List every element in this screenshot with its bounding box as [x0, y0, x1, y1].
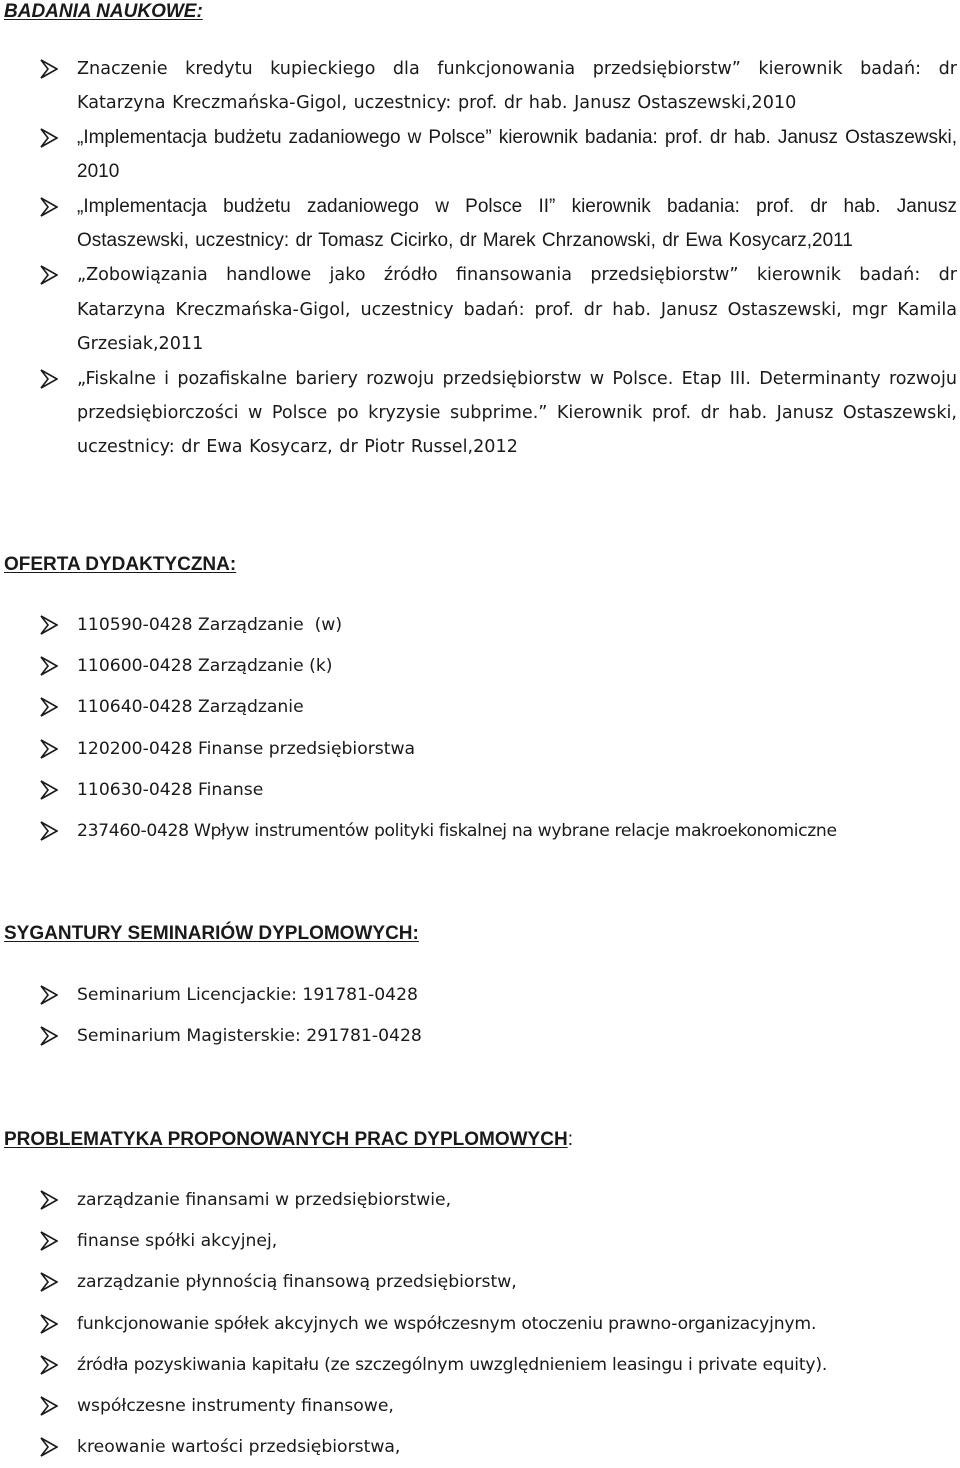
- course-item-text: 110630-0428 Finanse: [77, 779, 264, 800]
- offer-list: [0, 605, 837, 852]
- course-item-text: 110590-0428 Zarządzanie (w): [77, 615, 343, 635]
- topic-item: [0, 1386, 827, 1427]
- arrowhead-bullet-icon: [40, 197, 58, 217]
- arrowhead-bullet-icon: [40, 1396, 58, 1416]
- seminar-item: [0, 975, 422, 1016]
- arrowhead-bullet-icon: [40, 128, 58, 148]
- research-item: [0, 258, 957, 361]
- research-item-text: „Zobowiązania handlowe jako źródło finansowania przedsiębiorstw” kierownik badań: dr Katarzyna Kreczmańska-Gigol, uczestnicy badań: prof. dr hab. Janusz Ostaszewski, mgr Kamila Grzesiak,2011: [77, 265, 957, 355]
- arrowhead-bullet-icon: [40, 265, 58, 285]
- offer-heading: OFERTA DYDAKTYCZNA:: [4, 554, 237, 575]
- research-list: [0, 52, 960, 465]
- research-item: [0, 121, 957, 190]
- course-item-text: 110640-0428 Zarządzanie: [77, 697, 304, 718]
- topic-item-text: źródła pozyskiwania kapitału (ze szczególnym uwzględnieniem leasingu i private equity).: [77, 1354, 828, 1375]
- topic-item-text: zarządzanie płynnością finansową przedsiębiorstw,: [77, 1272, 517, 1293]
- topic-item: [0, 1262, 827, 1303]
- topic-item: [0, 1345, 827, 1386]
- research-item-text: „Fiskalne i pozafiskalne bariery rozwoju przedsiębiorstw w Polsce. Etap III. Determinanty rozwoju przedsiębiorczości w Polsce po kryzysie subprime.” Kierownik prof. dr hab. Janusz Ostaszewski, uczestnicy: dr Ewa Kosycarz, dr Piotr Russel,2012: [77, 368, 957, 458]
- arrowhead-bullet-icon: [40, 59, 58, 79]
- arrowhead-bullet-icon: [40, 1026, 58, 1046]
- topic-item: [0, 1304, 827, 1345]
- course-item: [0, 770, 837, 811]
- topic-item-text: finanse spółki akcyjnej,: [77, 1231, 278, 1252]
- arrowhead-bullet-icon: [40, 656, 58, 676]
- course-item-text: 120200-0428 Finanse przedsiębiorstwa: [77, 738, 416, 759]
- arrowhead-bullet-icon: [40, 1314, 58, 1334]
- course-item: [0, 687, 837, 728]
- arrowhead-bullet-icon: [40, 369, 58, 389]
- arrowhead-bullet-icon: [40, 985, 58, 1005]
- topic-item: [0, 1221, 827, 1262]
- seminar-item-text: Seminarium Magisterskie: 291781-0428: [77, 1026, 422, 1047]
- arrowhead-bullet-icon: [40, 1355, 58, 1375]
- course-item: [0, 811, 837, 852]
- course-item: [0, 605, 837, 646]
- topics-list: [0, 1180, 827, 1468]
- seminars-list: [0, 975, 422, 1057]
- topics-heading-text: PROBLEMATYKA PROPONOWANYCH PRAC DYPLOMOWYCH: [4, 1129, 568, 1150]
- seminar-item-text: Seminarium Licencjackie: 191781-0428: [77, 985, 418, 1005]
- topic-item: [0, 1180, 827, 1221]
- arrowhead-bullet-icon: [40, 780, 58, 800]
- research-heading: BADANIA NAUKOWE:: [4, 1, 203, 22]
- arrowhead-bullet-icon: [40, 821, 58, 841]
- course-item-text: 110600-0428 Zarządzanie (k): [77, 656, 333, 677]
- research-item-text: Znaczenie kredytu kupieckiego dla funkcjonowania przedsiębiorstw” kierownik badań: dr Katarzyna Kreczmańska-Gigol, uczestnicy: prof. dr hab. Janusz Ostaszewski,2010: [77, 59, 957, 114]
- seminars-heading: SYGANTURY SEMINARIÓW DYPLOMOWYCH:: [4, 923, 419, 944]
- topics-heading-colon: :: [567, 1129, 573, 1150]
- research-item-text: „Implementacja budżetu zadaniowego w Polsce” kierownik badania: prof. dr hab. Janusz Ostaszewski, 2010: [77, 126, 957, 183]
- research-item-text: „Implementacja budżetu zadaniowego w Polsce II” kierownik badania: prof. dr hab. Janusz Ostaszewski, uczestnicy: dr Tomasz Cicirko, dr Marek Chrzanowski, dr Ewa Kosycarz,2011: [77, 195, 957, 252]
- topic-item-text: współczesne instrumenty finansowe,: [77, 1396, 394, 1417]
- research-item: [0, 362, 957, 465]
- research-item: [0, 52, 957, 121]
- arrowhead-bullet-icon: [40, 1190, 58, 1210]
- topic-item-text: zarządzanie finansami w przedsiębiorstwie,: [77, 1190, 452, 1210]
- course-item: [0, 729, 837, 770]
- topics-heading: [4, 1128, 573, 1152]
- arrowhead-bullet-icon: [40, 697, 58, 717]
- research-item: [0, 190, 957, 259]
- topic-item-text: kreowanie wartości przedsiębiorstwa,: [77, 1437, 401, 1458]
- arrowhead-bullet-icon: [40, 1437, 58, 1457]
- arrowhead-bullet-icon: [40, 1272, 58, 1292]
- arrowhead-bullet-icon: [40, 615, 58, 635]
- topic-item-text: funkcjonowanie spółek akcyjnych we współczesnym otoczeniu prawno-organizacyjnym.: [77, 1313, 817, 1334]
- course-item: [0, 646, 837, 687]
- seminar-item: [0, 1016, 422, 1057]
- course-item-text: 237460-0428 Wpływ instrumentów polityki fiskalnej na wybrane relacje makroekonomiczne: [77, 821, 837, 842]
- arrowhead-bullet-icon: [40, 1231, 58, 1251]
- arrowhead-bullet-icon: [40, 739, 58, 759]
